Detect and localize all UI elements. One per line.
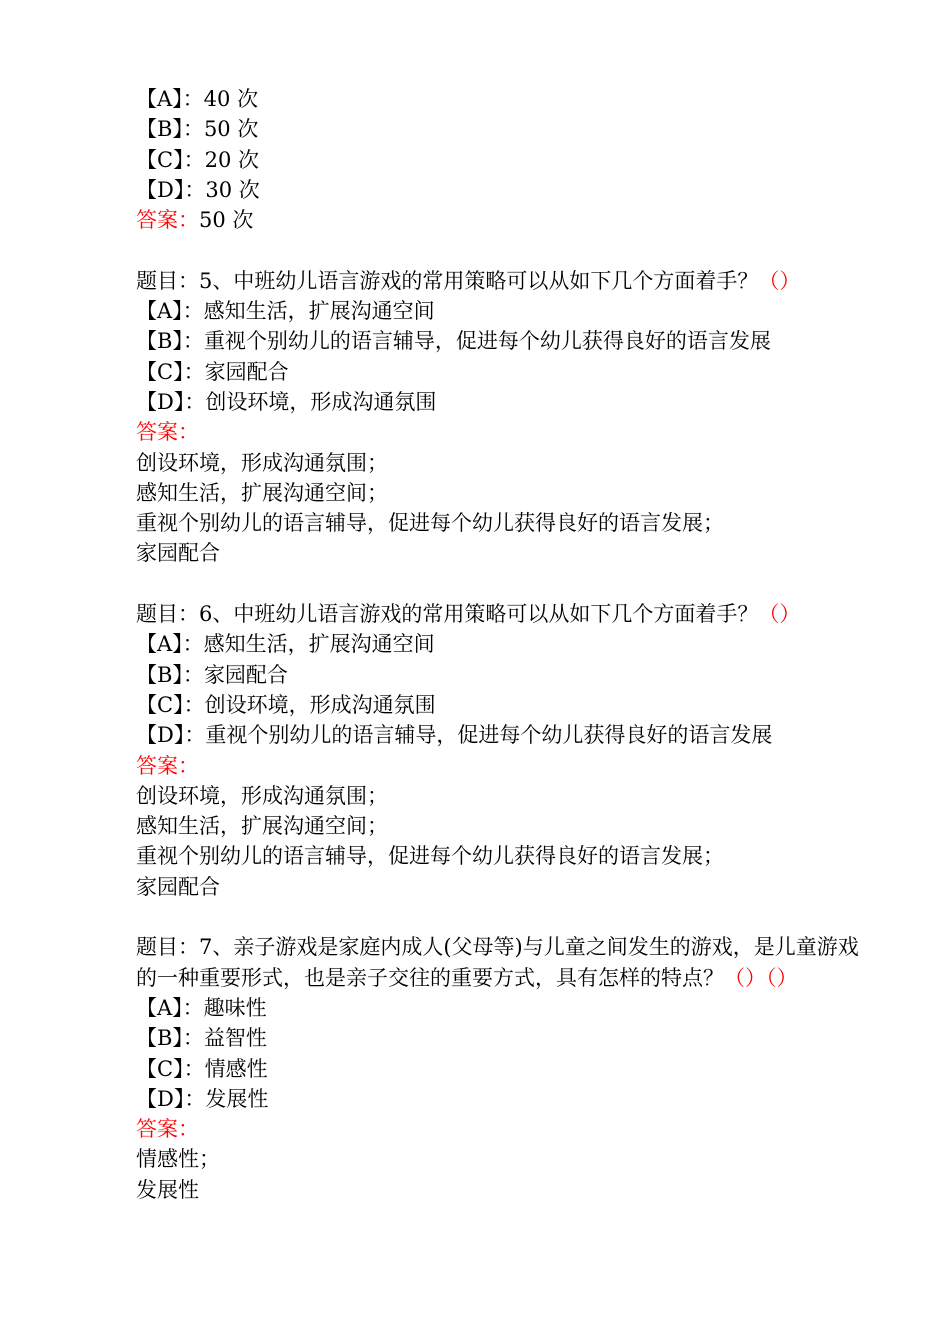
answer-item: 家园配合 — [136, 874, 220, 899]
option-a: 【A】：40 次 — [136, 87, 259, 111]
option-c: 【C】：情感性 — [136, 1056, 268, 1081]
spacer — [136, 902, 876, 932]
answer-item: 感知生活，扩展沟通空间； — [136, 814, 388, 839]
answer-item: 重视个别幼儿的语言辅导，促进每个幼儿获得良好的语言发展； — [136, 511, 724, 536]
question-blank: （）（） — [724, 965, 798, 990]
question-blank: （） — [758, 268, 801, 293]
answer-item: 创设环境，形成沟通氛围； — [136, 783, 388, 808]
option-c: 【C】：创设环境，形成沟通氛围 — [136, 692, 436, 717]
question-text: 题目：7、亲子游戏是家庭内成人(父母等)与儿童之间发生的游戏，是儿童游戏的一种重要形式，也是亲子交往的重要方式，具有怎样的特点？（）（） — [136, 935, 859, 990]
question-text: 题目：5、中班幼儿语言游戏的常用策略可以从如下几个方面着手？（） — [136, 268, 801, 293]
option-a: 【A】：趣味性 — [136, 995, 267, 1020]
answer-label: 答案： — [136, 420, 199, 445]
option-a: 【A】：感知生活，扩展沟通空间 — [136, 632, 435, 657]
option-b: 【B】：家园配合 — [136, 662, 288, 687]
question-block-6 — [136, 599, 876, 902]
question-block-4 — [136, 84, 876, 235]
answer-item: 重视个别幼儿的语言辅导，促进每个幼儿获得良好的语言发展； — [136, 844, 724, 869]
answer-label: 答案： — [136, 208, 199, 233]
question-block-7 — [136, 932, 876, 1205]
answer-item: 家园配合 — [136, 541, 220, 566]
option-d: 【D】：创设环境，形成沟通氛围 — [136, 389, 437, 414]
spacer — [136, 569, 876, 599]
option-b: 【B】：益智性 — [136, 1026, 267, 1051]
answer-label: 答案： — [136, 753, 199, 778]
option-b: 【B】：重视个别幼儿的语言辅导，促进每个幼儿获得良好的语言发展 — [136, 329, 771, 354]
option-d: 【D】：发展性 — [136, 1086, 269, 1111]
answer-line — [136, 205, 876, 235]
question-block-5 — [136, 266, 876, 569]
option-a: 【A】：感知生活，扩展沟通空间 — [136, 299, 435, 324]
question-blank: （） — [758, 602, 801, 627]
answer-label: 答案： — [136, 1117, 199, 1142]
answer-item: 感知生活，扩展沟通空间； — [136, 480, 388, 505]
spacer — [136, 235, 876, 265]
answer-item: 情感性； — [136, 1147, 220, 1172]
option-b: 【B】：50 次 — [136, 117, 259, 142]
answer-item: 发展性 — [136, 1177, 199, 1202]
answer-text: 50 次 — [199, 208, 254, 233]
answer-item: 创设环境，形成沟通氛围； — [136, 450, 388, 475]
document-page — [136, 84, 876, 1205]
option-d: 【D】：重视个别幼儿的语言辅导，促进每个幼儿获得良好的语言发展 — [136, 723, 773, 748]
question-text: 题目：6、中班幼儿语言游戏的常用策略可以从如下几个方面着手？（） — [136, 602, 801, 627]
option-c: 【C】：20 次 — [136, 147, 259, 172]
option-c: 【C】：家园配合 — [136, 359, 289, 384]
option-d: 【D】：30 次 — [136, 177, 260, 202]
